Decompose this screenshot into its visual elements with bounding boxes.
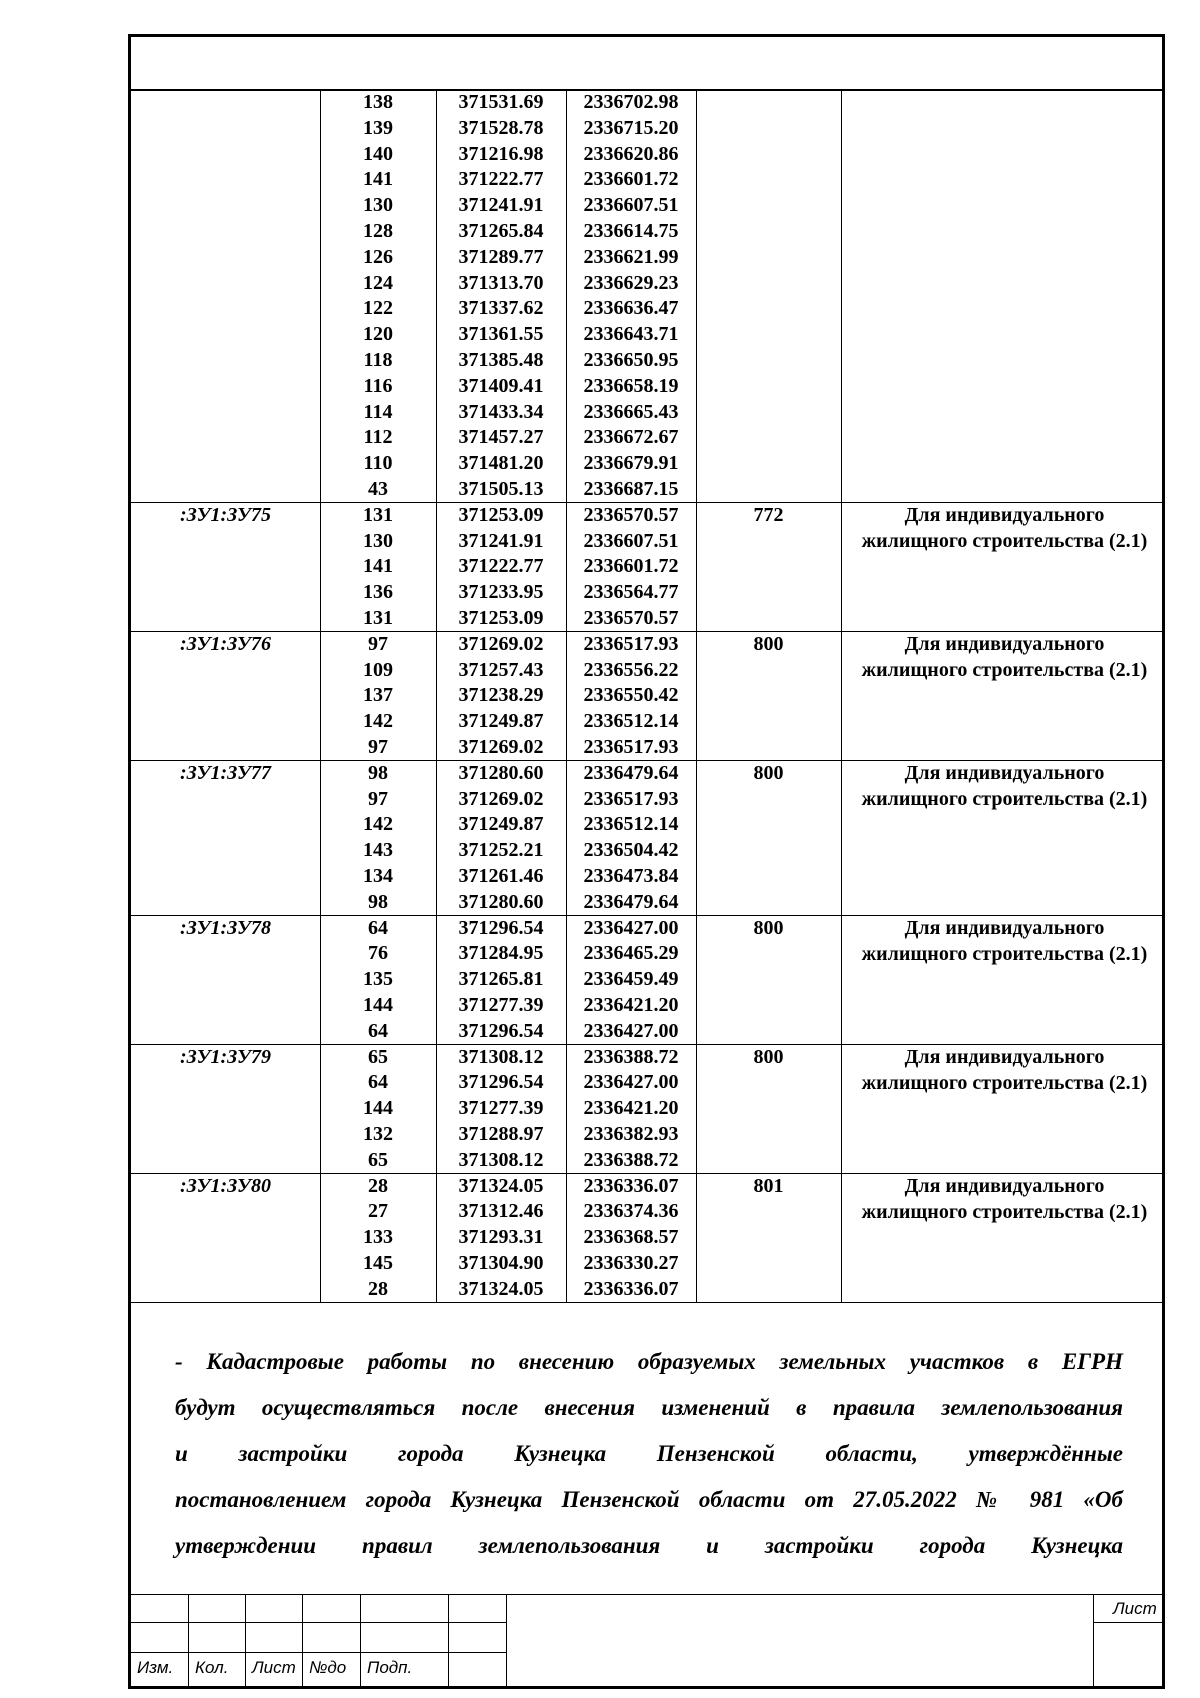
point-number: 65 bbox=[368, 1148, 388, 1171]
stamp-label-kol: Кол. bbox=[195, 1658, 229, 1677]
coord-y: 2336517.93 bbox=[583, 787, 679, 810]
column-divider bbox=[566, 89, 567, 1302]
point-number: 110 bbox=[363, 452, 393, 475]
coord-x: 371337.62 bbox=[458, 297, 544, 320]
parcel-group bbox=[131, 502, 1162, 632]
point-number: 143 bbox=[363, 839, 393, 862]
parcel-group bbox=[131, 760, 1162, 916]
coord-x: 371313.70 bbox=[458, 271, 544, 294]
parcel-area: 800 bbox=[753, 632, 784, 655]
point-number: 128 bbox=[363, 220, 393, 242]
parcel-area: 800 bbox=[753, 916, 784, 939]
note-line: - Кадастровые работы по внесению образуемых земельных участков в ЕГРН bbox=[175, 1349, 1123, 1374]
coord-y: 2336388.72 bbox=[583, 1148, 679, 1171]
coord-x: 371253.09 bbox=[458, 503, 544, 526]
coord-y: 2336427.00 bbox=[583, 916, 679, 939]
coord-y: 2336512.14 bbox=[583, 710, 679, 733]
coord-x: 371277.39 bbox=[458, 1097, 544, 1120]
coord-x: 371253.09 bbox=[458, 606, 544, 629]
coord-y: 2336479.64 bbox=[583, 761, 679, 784]
coord-x: 371252.21 bbox=[458, 839, 544, 862]
stamp-label-izm: Изм. bbox=[137, 1658, 174, 1677]
point-number: 139 bbox=[363, 116, 393, 139]
coord-x: 371296.54 bbox=[458, 916, 544, 939]
point-number: 133 bbox=[363, 1226, 393, 1249]
coord-x: 371280.60 bbox=[458, 761, 544, 784]
coord-x: 371433.34 bbox=[458, 400, 544, 423]
coord-x: 371409.41 bbox=[458, 374, 544, 397]
permitted-use: Для индивидуального жилищного строительства (2.1) bbox=[861, 1174, 1148, 1223]
coord-y: 2336601.72 bbox=[583, 555, 679, 578]
coord-x: 371241.91 bbox=[458, 194, 544, 217]
coord-x: 371265.84 bbox=[458, 220, 544, 242]
header-strip bbox=[131, 37, 1162, 91]
coord-x: 371324.05 bbox=[458, 1174, 544, 1197]
parcel-group bbox=[131, 1044, 1162, 1174]
parcel-area: 772 bbox=[753, 503, 784, 526]
column-divider bbox=[436, 89, 437, 1302]
coord-x: 371308.12 bbox=[458, 1148, 544, 1171]
note-paragraph bbox=[175, 1339, 1123, 1569]
point-number: 145 bbox=[363, 1251, 393, 1274]
coord-y: 2336473.84 bbox=[583, 864, 679, 887]
title-block bbox=[131, 1594, 1162, 1687]
coord-x: 371249.87 bbox=[458, 813, 544, 836]
point-number: 116 bbox=[363, 374, 393, 397]
point-number: 98 bbox=[368, 761, 388, 784]
coord-y: 2336330.27 bbox=[583, 1251, 679, 1274]
coord-y: 2336504.42 bbox=[583, 839, 679, 862]
point-number: 144 bbox=[363, 1097, 393, 1120]
coord-y: 2336479.64 bbox=[583, 890, 679, 913]
coord-x: 371269.02 bbox=[458, 632, 544, 655]
parcel-group bbox=[131, 631, 1162, 761]
point-number: 132 bbox=[363, 1122, 393, 1145]
coord-y: 2336388.72 bbox=[583, 1045, 679, 1068]
column-divider bbox=[841, 89, 842, 1302]
point-number: 130 bbox=[363, 529, 393, 552]
coord-x: 371505.13 bbox=[458, 478, 544, 500]
coord-x: 371308.12 bbox=[458, 1045, 544, 1068]
coord-x: 371528.78 bbox=[458, 116, 544, 139]
point-number: 64 bbox=[368, 916, 388, 939]
point-number: 97 bbox=[368, 632, 388, 655]
coord-x: 371269.02 bbox=[458, 787, 544, 810]
coord-y: 2336570.57 bbox=[583, 503, 679, 526]
permitted-use: Для индивидуального жилищного строительства (2.1) bbox=[861, 1045, 1148, 1094]
coord-x: 371289.77 bbox=[458, 245, 544, 268]
coord-y: 2336650.95 bbox=[583, 349, 679, 371]
parcel-group bbox=[131, 89, 1162, 503]
coord-x: 371304.90 bbox=[458, 1251, 544, 1274]
coord-y: 2336550.42 bbox=[583, 684, 679, 707]
coord-y: 2336421.20 bbox=[583, 1097, 679, 1120]
coord-y: 2336512.14 bbox=[583, 813, 679, 836]
coord-x: 371222.77 bbox=[458, 555, 544, 578]
stamp-label-list: Лист bbox=[252, 1658, 296, 1677]
point-number: 112 bbox=[363, 426, 393, 449]
parcel-area: 800 bbox=[753, 1045, 784, 1068]
coord-y: 2336517.93 bbox=[583, 735, 679, 758]
point-number: 141 bbox=[363, 555, 393, 578]
point-number: 124 bbox=[363, 271, 393, 294]
stamp-label-ndo: №до bbox=[309, 1658, 347, 1677]
point-number: 136 bbox=[363, 581, 393, 604]
note-line: постановлением города Кузнецка Пензенской области от 27.05.2022 № 981 «Об bbox=[175, 1487, 1123, 1512]
coord-y: 2336517.93 bbox=[583, 632, 679, 655]
note-line: и застройки города Кузнецка Пензенской области, утверждённые bbox=[175, 1441, 1123, 1466]
point-number: 130 bbox=[363, 194, 393, 217]
point-number: 144 bbox=[363, 993, 393, 1016]
coord-x: 371265.81 bbox=[458, 968, 544, 991]
stamp-label-podp: Подп. bbox=[367, 1658, 413, 1677]
parcel-group bbox=[131, 915, 1162, 1045]
coord-x: 371284.95 bbox=[458, 942, 544, 965]
point-number: 76 bbox=[368, 942, 388, 965]
coord-y: 2336374.36 bbox=[583, 1200, 679, 1223]
coord-x: 371280.60 bbox=[458, 890, 544, 913]
point-number: 131 bbox=[363, 503, 393, 526]
coord-y: 2336336.07 bbox=[583, 1277, 679, 1300]
point-number: 28 bbox=[368, 1174, 388, 1197]
coord-y: 2336570.57 bbox=[583, 606, 679, 629]
coord-x: 371293.31 bbox=[458, 1226, 544, 1249]
coord-x: 371277.39 bbox=[458, 993, 544, 1016]
coord-y: 2336665.43 bbox=[583, 400, 679, 423]
permitted-use: Для индивидуального жилищного строительства (2.1) bbox=[861, 632, 1148, 681]
coord-x: 371216.98 bbox=[458, 142, 544, 165]
point-number: 97 bbox=[368, 735, 388, 758]
coord-y: 2336672.67 bbox=[583, 426, 679, 449]
coord-y: 2336601.72 bbox=[583, 168, 679, 191]
point-number: 135 bbox=[363, 968, 393, 991]
coord-x: 371324.05 bbox=[458, 1277, 544, 1300]
parcel-id: :ЗУ1:ЗУ77 bbox=[180, 761, 271, 784]
point-number: 109 bbox=[363, 658, 393, 681]
parcel-id: :ЗУ1:ЗУ78 bbox=[180, 916, 271, 939]
coord-y: 2336620.86 bbox=[583, 142, 679, 165]
point-number: 140 bbox=[363, 142, 393, 165]
point-number: 98 bbox=[368, 890, 388, 913]
coord-y: 2336658.19 bbox=[583, 374, 679, 397]
point-number: 28 bbox=[368, 1277, 388, 1300]
parcel-group bbox=[131, 1173, 1162, 1303]
coord-x: 371361.55 bbox=[458, 323, 544, 346]
coord-y: 2336465.29 bbox=[583, 942, 679, 965]
coord-y: 2336621.99 bbox=[583, 245, 679, 268]
sheet-label: Лист bbox=[1113, 1599, 1157, 1618]
note-line: утверждении правил землепользования и застройки города Кузнецка bbox=[175, 1533, 1123, 1558]
coord-x: 371249.87 bbox=[458, 710, 544, 733]
point-number: 114 bbox=[363, 400, 393, 423]
point-number: 64 bbox=[368, 1019, 388, 1042]
coord-y: 2336459.49 bbox=[583, 968, 679, 991]
point-number: 122 bbox=[363, 297, 393, 320]
coord-y: 2336715.20 bbox=[583, 116, 679, 139]
point-number: 142 bbox=[363, 710, 393, 733]
permitted-use: Для индивидуального жилищного строительства (2.1) bbox=[861, 503, 1148, 552]
coord-y: 2336607.51 bbox=[583, 529, 679, 552]
coord-y: 2336629.23 bbox=[583, 271, 679, 294]
parcel-area: 801 bbox=[753, 1174, 784, 1197]
point-number: 120 bbox=[363, 323, 393, 346]
column-divider bbox=[320, 89, 321, 1302]
coord-y: 2336556.22 bbox=[583, 658, 679, 681]
parcel-area: 800 bbox=[753, 761, 784, 784]
coord-x: 371233.95 bbox=[458, 581, 544, 604]
coord-y: 2336427.00 bbox=[583, 1019, 679, 1042]
point-number: 64 bbox=[368, 1071, 388, 1094]
coord-x: 371457.27 bbox=[458, 426, 544, 449]
parcel-id: :ЗУ1:ЗУ76 bbox=[180, 632, 271, 655]
coord-y: 2336614.75 bbox=[583, 220, 679, 242]
coord-x: 371385.48 bbox=[458, 349, 544, 371]
coord-y: 2336421.20 bbox=[583, 993, 679, 1016]
coord-y: 2336382.93 bbox=[583, 1122, 679, 1145]
point-number: 131 bbox=[363, 606, 393, 629]
coord-y: 2336427.00 bbox=[583, 1071, 679, 1094]
point-number: 65 bbox=[368, 1045, 388, 1068]
point-number: 137 bbox=[363, 684, 393, 707]
point-number: 142 bbox=[363, 813, 393, 836]
parcel-id: :ЗУ1:ЗУ80 bbox=[180, 1174, 271, 1197]
coord-x: 371241.91 bbox=[458, 529, 544, 552]
coord-y: 2336687.15 bbox=[583, 478, 679, 500]
coord-y: 2336702.98 bbox=[583, 91, 679, 113]
permitted-use: Для индивидуального жилищного строительства (2.1) bbox=[861, 916, 1148, 965]
coord-x: 371261.46 bbox=[458, 864, 544, 887]
coord-x: 371296.54 bbox=[458, 1071, 544, 1094]
point-number: 126 bbox=[363, 245, 393, 268]
coord-x: 371296.54 bbox=[458, 1019, 544, 1042]
coord-y: 2336336.07 bbox=[583, 1174, 679, 1197]
column-divider bbox=[696, 89, 697, 1302]
point-number: 134 bbox=[363, 864, 393, 887]
parcel-id: :ЗУ1:ЗУ75 bbox=[180, 503, 271, 526]
point-number: 118 bbox=[363, 349, 393, 371]
coord-x: 371312.46 bbox=[458, 1200, 544, 1223]
parcel-id: :ЗУ1:ЗУ79 bbox=[180, 1045, 271, 1068]
coord-x: 371269.02 bbox=[458, 735, 544, 758]
point-number: 27 bbox=[368, 1200, 388, 1223]
coord-x: 371481.20 bbox=[458, 452, 544, 475]
coord-x: 371257.43 bbox=[458, 658, 544, 681]
point-number: 138 bbox=[363, 91, 393, 113]
coord-y: 2336564.77 bbox=[583, 581, 679, 604]
permitted-use: Для индивидуального жилищного строительства (2.1) bbox=[861, 761, 1148, 810]
coord-x: 371222.77 bbox=[458, 168, 544, 191]
coord-y: 2336368.57 bbox=[583, 1226, 679, 1249]
note-line: будут осуществляться после внесения изменений в правила землепользования bbox=[175, 1395, 1123, 1420]
drawing-frame bbox=[128, 34, 1165, 1689]
coord-y: 2336679.91 bbox=[583, 452, 679, 475]
coord-x: 371531.69 bbox=[458, 91, 544, 113]
coord-x: 371238.29 bbox=[458, 684, 544, 707]
point-number: 97 bbox=[368, 787, 388, 810]
point-number: 141 bbox=[363, 168, 393, 191]
point-number: 43 bbox=[368, 478, 388, 500]
coord-y: 2336636.47 bbox=[583, 297, 679, 320]
coord-x: 371288.97 bbox=[458, 1122, 544, 1145]
coord-y: 2336607.51 bbox=[583, 194, 679, 217]
coord-y: 2336643.71 bbox=[583, 323, 679, 346]
